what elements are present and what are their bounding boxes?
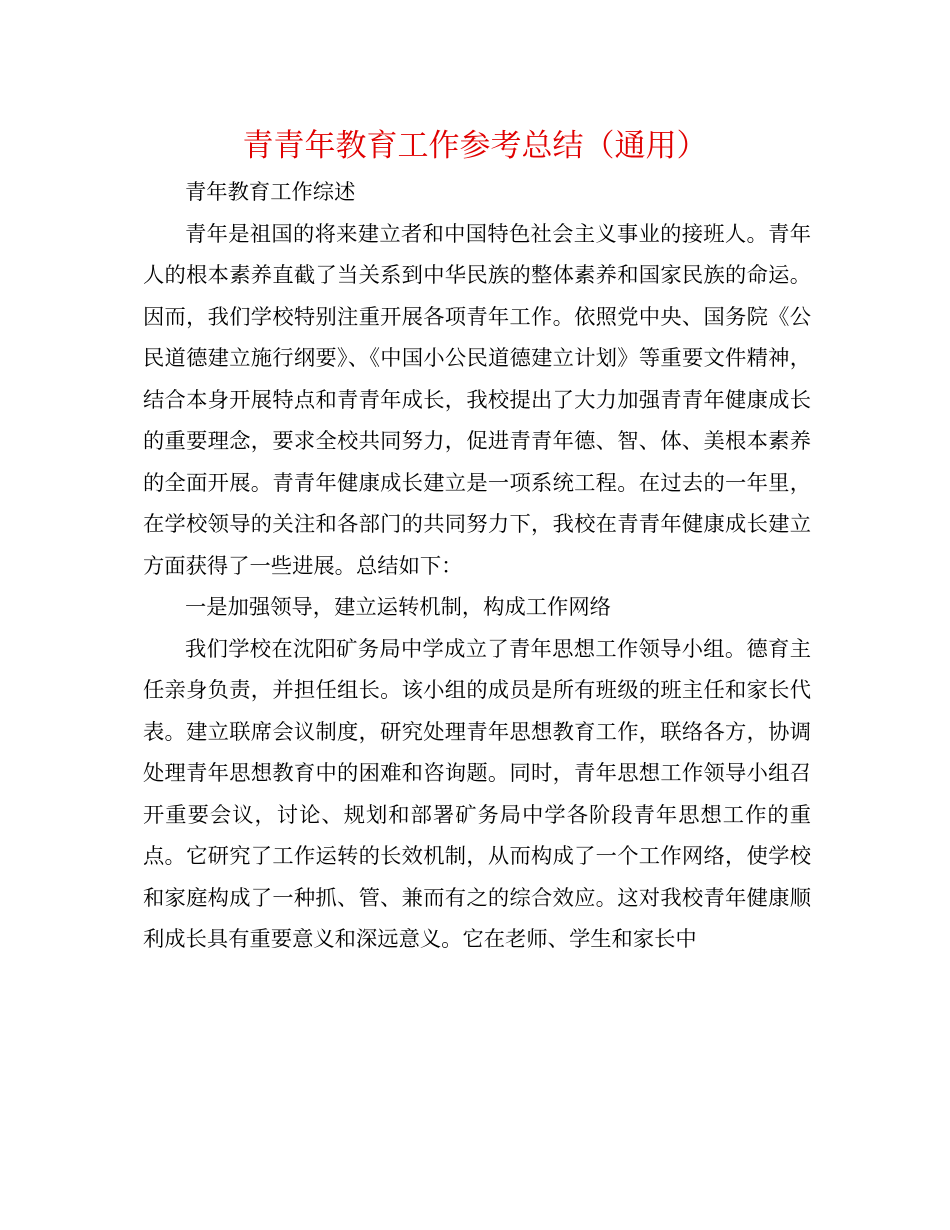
- paragraph-intro: 青年是祖国的将来建立者和中国特色社会主义事业的接班人。青年人的根本素养直截了当关系到中华民族的整体素养和国家民族的命运。因而，我们学校特别注重开展各项青年工作。依照党中央、国务院《公民道德建立施行纲要》、《中国小公民道德建立计划》等重要文件精神，结合本身开展特点和青青年成长，我校提出了大力加强青青年健康成长的重要理念，要求全校共同努力，促进青青年德、智、体、美根本素养的全面开展。青青年健康成长建立是一项系统工程。在过去的一年里，在学校领导的关注和各部门的共同努力下，我校在青青年健康成长建立方面获得了一些进展。总结如下：: [143, 221, 811, 579]
- paragraph-heading-one: 一是加强领导，建立运转机制，构成工作网络: [185, 595, 611, 620]
- paragraph-leadership: 我们学校在沈阳矿务局中学成立了青年思想工作领导小组。德育主任亲身负责，并担任组长。该小组的成员是所有班级的班主任和家长代表。建立联席会议制度，研究处理青年思想教育工作，联络各方，协调处理青年思想教育中的困难和咨询题。同时，青年思想工作领导小组召开重要会议，讨论、规划和部署矿务局中学各阶段青年思想工作的重点。它研究了工作运转的长效机制，从而构成了一个工作网络，使学校和家庭构成了一种抓、管、兼而有之的综合效应。这对我校青年健康顺利成长具有重要意义和深远意义。它在老师、学生和家长中: [143, 636, 811, 952]
- paragraph-overview: 青年教育工作综述: [185, 180, 356, 205]
- document-body: [143, 172, 811, 961]
- document-title: 青青年教育工作参考总结（通用）: [242, 128, 708, 164]
